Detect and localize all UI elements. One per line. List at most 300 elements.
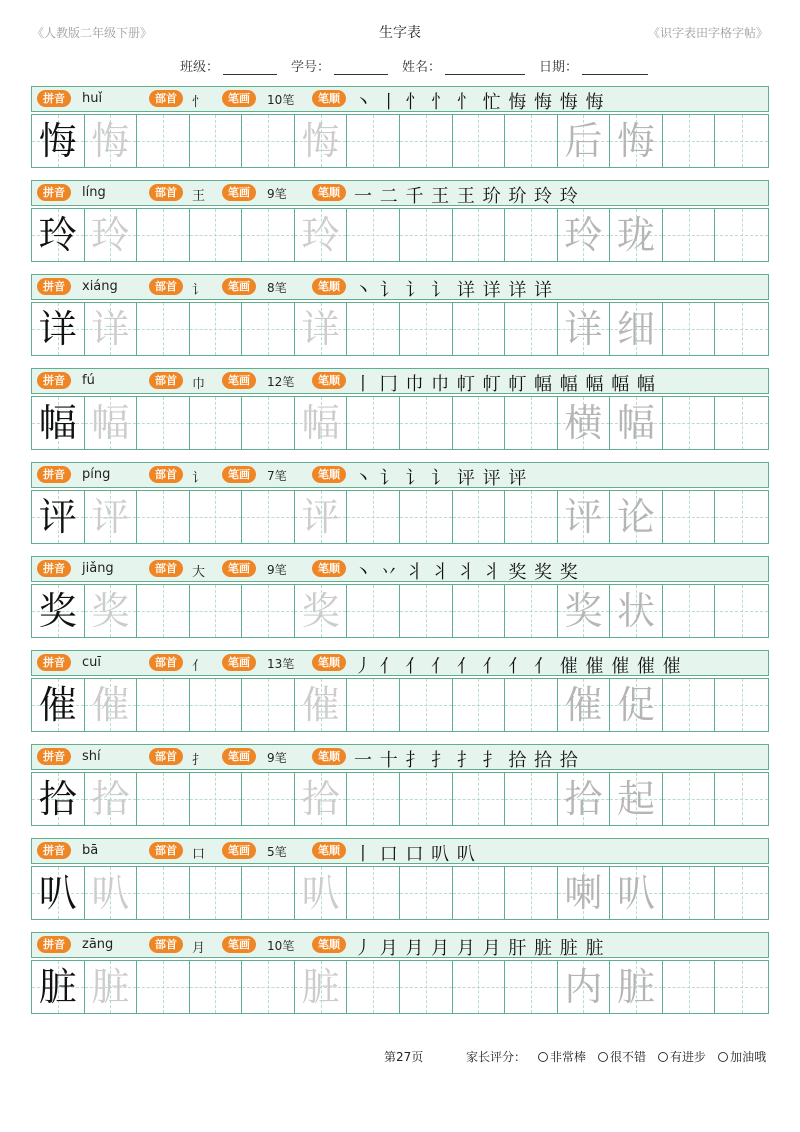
class-field[interactable] — [180, 56, 277, 75]
stroke-count-value: 9笔 — [267, 751, 287, 765]
practice-grid — [31, 772, 769, 826]
tianzige-cell — [295, 115, 348, 167]
pinyin-value: jiǎng — [82, 561, 114, 576]
tianzige-cell — [610, 961, 663, 1013]
tianzige-cell — [32, 961, 85, 1013]
tianzige-cell[interactable] — [190, 303, 243, 355]
number-field[interactable] — [291, 56, 388, 75]
pinyin-tag: 拼音 — [37, 748, 71, 765]
radical-value: 亻 — [192, 659, 206, 674]
tianzige-cell[interactable] — [505, 773, 558, 825]
pinyin-value: cuī — [82, 655, 101, 670]
tianzige-cell[interactable] — [400, 491, 453, 543]
word-character: 玲 — [564, 213, 603, 257]
stroke-count-tag: 笔画 — [222, 842, 256, 859]
tianzige-cell[interactable] — [137, 397, 190, 449]
tianzige-cell — [295, 397, 348, 449]
rating-option-excellent[interactable] — [538, 1048, 586, 1065]
tianzige-cell — [85, 397, 138, 449]
practice-grid — [31, 208, 769, 262]
character-row — [31, 368, 769, 462]
tianzige-cell[interactable] — [190, 115, 243, 167]
word-character: 起 — [616, 777, 655, 821]
tianzige-cell[interactable] — [190, 773, 243, 825]
stroke-count-value: 9笔 — [267, 563, 287, 577]
rating-option-label: 非常棒 — [550, 1050, 587, 1064]
radical-value: 巾 — [192, 377, 206, 392]
tianzige-cell[interactable] — [347, 491, 400, 543]
tianzige-cell[interactable] — [242, 961, 295, 1013]
tianzige-cell[interactable] — [242, 397, 295, 449]
tianzige-cell[interactable] — [505, 209, 558, 261]
character-row — [31, 932, 769, 1026]
info-bar — [31, 556, 769, 582]
radical-value: 大 — [192, 565, 206, 580]
tianzige-cell[interactable] — [715, 115, 768, 167]
stroke-order-sequence: 丶 丨 忄 忄 忄 忙 悔 悔 悔 悔 — [354, 92, 605, 113]
tianzige-cell[interactable] — [347, 773, 400, 825]
word-character: 横 — [564, 401, 603, 445]
tianzige-cell[interactable] — [715, 397, 768, 449]
stroke-order-tag: 笔顺 — [312, 372, 346, 389]
tianzige-cell[interactable] — [137, 585, 190, 637]
stroke-count-value: 9笔 — [267, 187, 287, 201]
book-title-right: 《识字表田字格字帖》 — [647, 26, 768, 40]
pinyin-value: fú — [82, 373, 95, 388]
radical-tag: 部首 — [149, 372, 183, 389]
page-number: 第27页 — [384, 1050, 424, 1064]
tianzige-cell[interactable] — [347, 679, 400, 731]
tianzige-cell — [85, 585, 138, 637]
tianzige-cell[interactable] — [242, 585, 295, 637]
word-character: 拾 — [564, 777, 603, 821]
tianzige-cell[interactable] — [400, 961, 453, 1013]
date-label: 日期： — [539, 60, 579, 75]
tianzige-cell — [558, 867, 611, 919]
word-character: 脏 — [616, 965, 655, 1009]
tianzige-cell[interactable] — [715, 585, 768, 637]
name-field[interactable] — [402, 56, 525, 75]
stroke-count-tag: 笔画 — [222, 654, 256, 671]
tianzige-cell — [558, 397, 611, 449]
pinyin-tag: 拼音 — [37, 560, 71, 577]
tianzige-cell[interactable] — [715, 303, 768, 355]
tianzige-cell — [32, 867, 85, 919]
trace-character: 奖 — [301, 589, 340, 633]
word-character: 后 — [564, 119, 603, 163]
parent-rating — [466, 1048, 766, 1065]
tianzige-cell — [558, 585, 611, 637]
tianzige-cell[interactable] — [400, 867, 453, 919]
word-character: 催 — [564, 683, 603, 727]
tianzige-cell[interactable] — [453, 115, 506, 167]
number-blank[interactable] — [334, 62, 388, 75]
word-character: 促 — [616, 683, 655, 727]
student-info — [180, 56, 648, 75]
stroke-order-tag: 笔顺 — [312, 936, 346, 953]
pinyin-tag: 拼音 — [37, 184, 71, 201]
pinyin-value: shí — [82, 749, 101, 764]
tianzige-cell — [32, 397, 85, 449]
tianzige-cell — [295, 491, 348, 543]
model-character: 脏 — [38, 965, 77, 1009]
stroke-order-sequence: 丿 亻 亻 亻 亻 亻 亻 亻 催 催 催 催 催 — [354, 656, 682, 677]
radical-tag: 部首 — [149, 278, 183, 295]
tianzige-cell[interactable] — [400, 679, 453, 731]
word-character: 喇 — [564, 871, 603, 915]
tianzige-cell[interactable] — [190, 585, 243, 637]
rating-label: 家长评分： — [466, 1050, 527, 1064]
tianzige-cell[interactable] — [663, 115, 716, 167]
tianzige-cell[interactable] — [715, 491, 768, 543]
tianzige-cell — [610, 491, 663, 543]
tianzige-cell[interactable] — [505, 115, 558, 167]
tianzige-cell[interactable] — [715, 867, 768, 919]
stroke-count-tag: 笔画 — [222, 184, 256, 201]
tianzige-cell — [85, 491, 138, 543]
tianzige-cell[interactable] — [715, 209, 768, 261]
tianzige-cell[interactable] — [505, 679, 558, 731]
pinyin-value: zāng — [82, 937, 114, 952]
stroke-order-sequence: 丶 丷 丬 丬 丬 丬 奖 奖 奖 — [354, 562, 579, 583]
rating-option-label: 有进步 — [670, 1050, 707, 1064]
tianzige-cell — [610, 585, 663, 637]
tianzige-cell[interactable] — [242, 209, 295, 261]
tianzige-cell[interactable] — [190, 961, 243, 1013]
tianzige-cell[interactable] — [505, 397, 558, 449]
tianzige-cell — [610, 115, 663, 167]
word-character: 细 — [616, 307, 655, 351]
radio-circle-icon[interactable] — [658, 1052, 668, 1062]
tianzige-cell[interactable] — [137, 115, 190, 167]
tianzige-cell — [32, 491, 85, 543]
tianzige-cell[interactable] — [663, 397, 716, 449]
character-row — [31, 274, 769, 368]
date-field[interactable] — [539, 56, 648, 75]
rating-option-keep-going[interactable] — [718, 1048, 766, 1065]
practice-grid — [31, 584, 769, 638]
tianzige-cell[interactable] — [347, 397, 400, 449]
stroke-order-tag: 笔顺 — [312, 278, 346, 295]
tianzige-cell[interactable] — [190, 209, 243, 261]
model-character: 悔 — [38, 119, 77, 163]
tianzige-cell[interactable] — [242, 867, 295, 919]
word-character: 论 — [616, 495, 655, 539]
word-character: 详 — [564, 307, 603, 351]
tianzige-cell[interactable] — [137, 209, 190, 261]
info-bar — [31, 838, 769, 864]
tianzige-cell[interactable] — [242, 303, 295, 355]
tianzige-cell[interactable] — [453, 397, 506, 449]
practice-grid — [31, 678, 769, 732]
character-row — [31, 556, 769, 650]
model-character: 幅 — [38, 401, 77, 445]
tianzige-cell[interactable] — [663, 961, 716, 1013]
tianzige-cell[interactable] — [453, 961, 506, 1013]
stroke-count-value: 12笔 — [267, 375, 295, 389]
info-bar — [31, 86, 769, 112]
tianzige-cell[interactable] — [137, 303, 190, 355]
radical-tag: 部首 — [149, 90, 183, 107]
radical-tag: 部首 — [149, 936, 183, 953]
book-title-left: 《人教版二年级下册》 — [32, 26, 153, 40]
trace-character: 悔 — [91, 119, 130, 163]
tianzige-cell[interactable] — [190, 397, 243, 449]
tianzige-cell — [558, 491, 611, 543]
stroke-order-sequence: 丶 讠 讠 讠 评 评 评 — [354, 468, 528, 489]
radical-value: 扌 — [192, 753, 206, 768]
tianzige-cell[interactable] — [663, 867, 716, 919]
trace-character: 脏 — [91, 965, 130, 1009]
tianzige-cell — [85, 115, 138, 167]
stroke-order-tag: 笔顺 — [312, 842, 346, 859]
tianzige-cell[interactable] — [663, 303, 716, 355]
stroke-count-value: 5笔 — [267, 845, 287, 859]
tianzige-cell[interactable] — [505, 961, 558, 1013]
model-character: 奖 — [38, 589, 77, 633]
tianzige-cell[interactable] — [505, 585, 558, 637]
radical-value: 讠 — [192, 471, 206, 486]
tianzige-cell — [85, 867, 138, 919]
stroke-count-tag: 笔画 — [222, 466, 256, 483]
tianzige-cell[interactable] — [242, 115, 295, 167]
tianzige-cell[interactable] — [400, 303, 453, 355]
tianzige-cell — [85, 303, 138, 355]
tianzige-cell[interactable] — [505, 491, 558, 543]
trace-character: 悔 — [301, 119, 340, 163]
tianzige-cell[interactable] — [663, 209, 716, 261]
tianzige-cell[interactable] — [347, 115, 400, 167]
tianzige-cell[interactable] — [400, 209, 453, 261]
pinyin-value: líng — [82, 185, 106, 200]
model-character: 催 — [38, 683, 77, 727]
model-character: 详 — [38, 307, 77, 351]
radical-value: 口 — [192, 847, 206, 862]
word-character: 幅 — [616, 401, 655, 445]
pinyin-value: huǐ — [82, 91, 103, 106]
stroke-order-tag: 笔顺 — [312, 654, 346, 671]
tianzige-cell[interactable] — [453, 491, 506, 543]
character-row — [31, 180, 769, 274]
trace-character: 拾 — [301, 777, 340, 821]
tianzige-cell[interactable] — [400, 585, 453, 637]
class-label: 班级： — [180, 60, 220, 75]
tianzige-cell — [85, 679, 138, 731]
rating-option-progress[interactable] — [658, 1048, 706, 1065]
tianzige-cell[interactable] — [347, 961, 400, 1013]
stroke-order-tag: 笔顺 — [312, 90, 346, 107]
stroke-count-value: 7笔 — [267, 469, 287, 483]
tianzige-cell[interactable] — [663, 679, 716, 731]
stroke-order-tag: 笔顺 — [312, 560, 346, 577]
tianzige-cell[interactable] — [400, 115, 453, 167]
tianzige-cell — [85, 961, 138, 1013]
tianzige-cell — [295, 961, 348, 1013]
pinyin-tag: 拼音 — [37, 842, 71, 859]
tianzige-cell[interactable] — [190, 867, 243, 919]
name-blank[interactable] — [445, 62, 525, 75]
radical-tag: 部首 — [149, 466, 183, 483]
trace-character: 评 — [301, 495, 340, 539]
info-bar — [31, 368, 769, 394]
stroke-order-tag: 笔顺 — [312, 748, 346, 765]
radio-circle-icon[interactable] — [538, 1052, 548, 1062]
model-character: 叭 — [38, 871, 77, 915]
word-character: 珑 — [616, 213, 655, 257]
trace-character: 玲 — [91, 213, 130, 257]
model-character: 玲 — [38, 213, 77, 257]
tianzige-cell[interactable] — [505, 303, 558, 355]
radical-tag: 部首 — [149, 748, 183, 765]
radical-value: 月 — [192, 941, 206, 956]
class-blank[interactable] — [223, 62, 277, 75]
stroke-order-sequence: 丨 冂 巾 巾 帄 帄 帄 幅 幅 幅 幅 幅 — [354, 374, 656, 395]
word-character: 内 — [564, 965, 603, 1009]
stroke-order-tag: 笔顺 — [312, 466, 346, 483]
stroke-order-tag: 笔顺 — [312, 184, 346, 201]
tianzige-cell[interactable] — [453, 303, 506, 355]
tianzige-cell[interactable] — [663, 773, 716, 825]
stroke-count-value: 10笔 — [267, 939, 295, 953]
tianzige-cell[interactable] — [400, 397, 453, 449]
radio-circle-icon[interactable] — [718, 1052, 728, 1062]
tianzige-cell[interactable] — [453, 209, 506, 261]
practice-grid — [31, 396, 769, 450]
tianzige-cell[interactable] — [347, 867, 400, 919]
word-character: 状 — [616, 589, 655, 633]
trace-character: 详 — [91, 307, 130, 351]
tianzige-cell — [32, 115, 85, 167]
character-row — [31, 838, 769, 932]
trace-character: 幅 — [301, 401, 340, 445]
pinyin-tag: 拼音 — [37, 372, 71, 389]
tianzige-cell[interactable] — [663, 585, 716, 637]
stroke-count-tag: 笔画 — [222, 278, 256, 295]
tianzige-cell[interactable] — [242, 773, 295, 825]
tianzige-cell[interactable] — [137, 679, 190, 731]
tianzige-cell[interactable] — [505, 867, 558, 919]
radical-tag: 部首 — [149, 184, 183, 201]
tianzige-cell — [32, 209, 85, 261]
tianzige-cell — [32, 773, 85, 825]
radical-tag: 部首 — [149, 654, 183, 671]
trace-character: 玲 — [301, 213, 340, 257]
tianzige-cell[interactable] — [715, 961, 768, 1013]
stroke-order-sequence: 丨 口 口 叭 叭 — [354, 844, 476, 865]
tianzige-cell[interactable] — [190, 679, 243, 731]
tianzige-cell[interactable] — [347, 303, 400, 355]
rating-option-label: 加油哦 — [730, 1050, 767, 1064]
word-character: 奖 — [564, 589, 603, 633]
tianzige-cell[interactable] — [715, 773, 768, 825]
tianzige-cell — [295, 679, 348, 731]
trace-character: 叭 — [301, 871, 340, 915]
tianzige-cell[interactable] — [453, 679, 506, 731]
tianzige-cell — [610, 209, 663, 261]
trace-character: 拾 — [91, 777, 130, 821]
tianzige-cell[interactable] — [347, 585, 400, 637]
radical-tag: 部首 — [149, 560, 183, 577]
pinyin-tag: 拼音 — [37, 654, 71, 671]
trace-character: 详 — [301, 307, 340, 351]
tianzige-cell[interactable] — [137, 491, 190, 543]
radio-circle-icon[interactable] — [598, 1052, 608, 1062]
model-character: 评 — [38, 495, 77, 539]
info-bar — [31, 180, 769, 206]
tianzige-cell — [295, 773, 348, 825]
tianzige-cell — [558, 679, 611, 731]
trace-character: 叭 — [91, 871, 130, 915]
tianzige-cell — [85, 209, 138, 261]
tianzige-cell — [32, 303, 85, 355]
character-rows — [31, 86, 769, 1026]
pinyin-tag: 拼音 — [37, 90, 71, 107]
tianzige-cell[interactable] — [400, 773, 453, 825]
tianzige-cell — [558, 961, 611, 1013]
tianzige-cell[interactable] — [453, 585, 506, 637]
tianzige-cell — [85, 773, 138, 825]
stroke-count-tag: 笔画 — [222, 560, 256, 577]
rating-option-good[interactable] — [598, 1048, 646, 1065]
pinyin-tag: 拼音 — [37, 466, 71, 483]
info-bar — [31, 650, 769, 676]
tianzige-cell[interactable] — [137, 867, 190, 919]
practice-grid — [31, 866, 769, 920]
page-title: 生字表 — [379, 25, 421, 41]
radical-tag: 部首 — [149, 842, 183, 859]
tianzige-cell — [32, 585, 85, 637]
stroke-count-tag: 笔画 — [222, 748, 256, 765]
practice-grid — [31, 960, 769, 1014]
tianzige-cell[interactable] — [242, 491, 295, 543]
info-bar — [31, 274, 769, 300]
tianzige-cell — [32, 679, 85, 731]
character-row — [31, 462, 769, 556]
word-character: 评 — [564, 495, 603, 539]
tianzige-cell[interactable] — [663, 491, 716, 543]
date-blank[interactable] — [582, 62, 648, 75]
pinyin-value: xiáng — [82, 279, 118, 294]
word-character: 叭 — [616, 871, 655, 915]
tianzige-cell — [295, 209, 348, 261]
practice-grid — [31, 302, 769, 356]
tianzige-cell[interactable] — [242, 679, 295, 731]
tianzige-cell — [610, 773, 663, 825]
tianzige-cell[interactable] — [137, 773, 190, 825]
info-bar — [31, 932, 769, 958]
tianzige-cell — [558, 303, 611, 355]
stroke-count-value: 8笔 — [267, 281, 287, 295]
name-label: 姓名： — [402, 60, 442, 75]
tianzige-cell[interactable] — [715, 679, 768, 731]
pinyin-tag: 拼音 — [37, 936, 71, 953]
tianzige-cell[interactable] — [190, 491, 243, 543]
trace-character: 催 — [91, 683, 130, 727]
trace-character: 脏 — [301, 965, 340, 1009]
tianzige-cell — [295, 303, 348, 355]
tianzige-cell — [295, 867, 348, 919]
character-row — [31, 744, 769, 838]
tianzige-cell[interactable] — [347, 209, 400, 261]
tianzige-cell[interactable] — [137, 961, 190, 1013]
info-bar — [31, 744, 769, 770]
tianzige-cell — [558, 773, 611, 825]
radical-value: 讠 — [192, 283, 206, 298]
stroke-order-sequence: 丿 月 月 月 月 月 肝 脏 脏 脏 — [354, 938, 605, 959]
tianzige-cell[interactable] — [453, 773, 506, 825]
tianzige-cell[interactable] — [453, 867, 506, 919]
trace-character: 幅 — [91, 401, 130, 445]
